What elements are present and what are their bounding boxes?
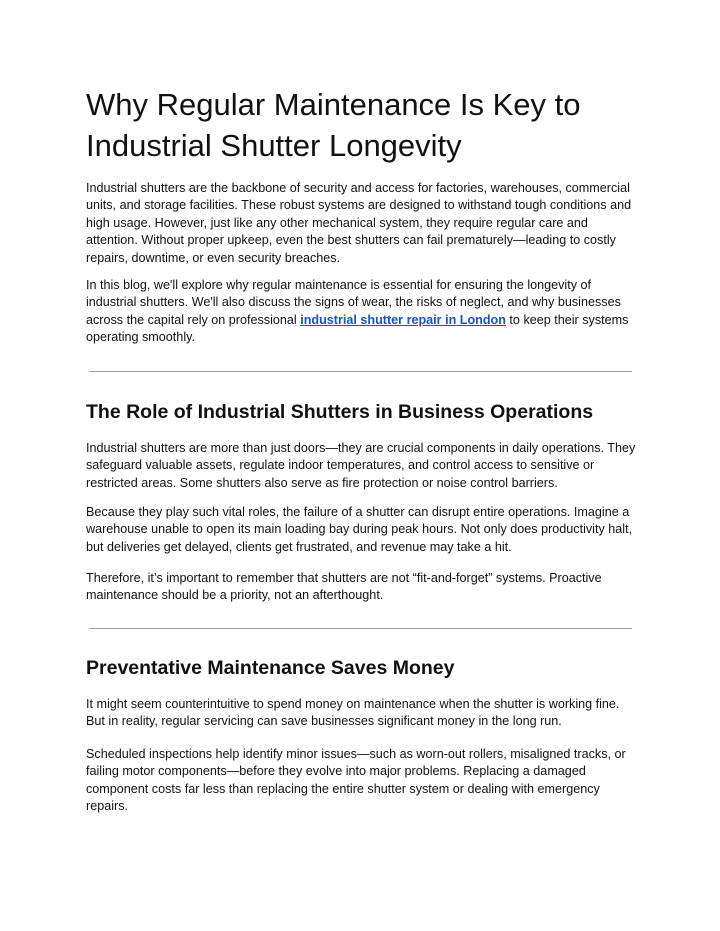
article-title: Why Regular Maintenance Is Key to Industrial Shutter Longevity xyxy=(86,87,581,163)
section-heading-role: The Role of Industrial Shutters in Business Operations xyxy=(86,401,594,423)
section-paragraph-text: Industrial shutters are more than just doors—they are crucial components in daily operations. They safeguard valuable assets, regulate indoor temperatures, and control access to sensitive or restricted areas. Some shutters also serve as fire protection or noise control barriers. xyxy=(86,441,636,490)
section-divider xyxy=(89,371,632,372)
section-heading-preventative: Preventative Maintenance Saves Money xyxy=(86,657,455,679)
section-paragraph xyxy=(86,440,638,492)
intro-text-2-after: to keep their systems operating smoothly. xyxy=(86,312,629,345)
section-paragraph xyxy=(86,570,638,605)
section-paragraph xyxy=(86,746,638,816)
intro-paragraph xyxy=(86,180,638,267)
section-paragraph-text: Because they play such vital roles, the failure of a shutter can disrupt entire operations. Imagine a warehouse unable to open its main loading bay during peak hours. Not only does productivity halt, but deliveries get delayed, clients get frustrated, and revenue may take a hit. xyxy=(86,505,633,554)
section-paragraph-text: Scheduled inspections help identify minor issues—such as worn-out rollers, misaligned tracks, or failing motor components—before they evolve into major problems. Replacing a damaged component costs far less than replacing the entire shutter system or dealing with emergency repairs. xyxy=(86,747,626,814)
intro-text: Industrial shutters are the backbone of security and access for factories, warehouses, commercial units, and storage facilities. These robust systems are designed to withstand tough conditions and high usage. However, just like any other mechanical system, they require regular care and attention. Without proper upkeep, even the best shutters can fail prematurely—leading to costly repairs, downtime, or even security breaches. xyxy=(86,181,632,265)
section-paragraph-text: It might seem counterintuitive to spend money on maintenance when the shutter is working fine. But in reality, regular servicing can save businesses significant money in the long run. xyxy=(86,697,620,729)
section-paragraph xyxy=(86,504,638,556)
section-paragraph-text: Therefore, it’s important to remember that shutters are not “fit-and-forget” systems. Proactive maintenance should be a priority, not an afterthought. xyxy=(86,571,602,603)
industrial-shutter-repair-link[interactable]: industrial shutter repair in London xyxy=(300,312,506,327)
section-paragraph xyxy=(86,696,638,731)
intro-text-2 xyxy=(86,277,638,347)
section-divider xyxy=(89,628,632,629)
intro-text-2-before: In this blog, we'll explore why regular maintenance is essential for ensuring the longevity of industrial shutters. We'll also discuss the signs of wear, the risks of neglect, and why businesses across the capital rely on professional xyxy=(86,278,621,327)
intro-paragraph-2 xyxy=(86,277,638,347)
